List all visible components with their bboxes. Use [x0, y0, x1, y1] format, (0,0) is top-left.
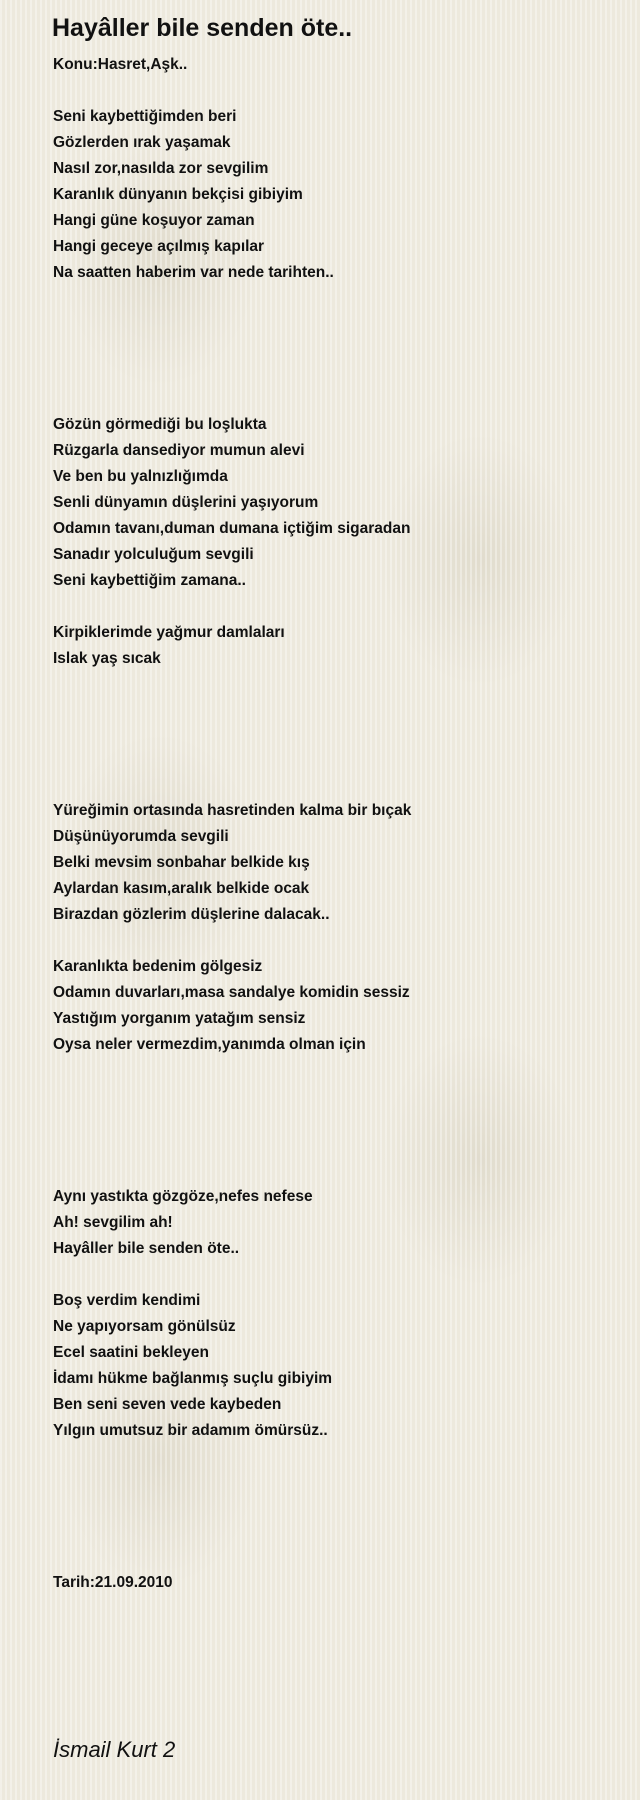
poem-line: Seni kaybettiğimden beri [53, 108, 237, 125]
poem-line: Sanadır yolculuğum sevgili [53, 546, 254, 563]
poem-line: Ve ben bu yalnızlığımda [53, 468, 228, 485]
poem-line: Yüreğimin ortasında hasretinden kalma bir bıçak [53, 802, 412, 819]
poem-line: Islak yaş sıcak [53, 650, 161, 667]
stanza-4 [53, 798, 613, 928]
poem-line: Karanlık dünyanın bekçisi gibiyim [53, 186, 303, 203]
poem-line: İdamı hükme bağlanmış suçlu gibiyim [53, 1370, 333, 1387]
poem-line: Karanlıkta bedenim gölgesiz [53, 958, 263, 975]
poem-line: Yılgın umutsuz bir adamım ömürsüz.. [53, 1422, 328, 1439]
poem-line: Na saatten haberim var nede tarihten.. [53, 264, 334, 281]
author-signature: İsmail Kurt 2 [53, 1737, 176, 1762]
poem-line: Ben seni seven vede kaybeden [53, 1396, 282, 1413]
poem-line: Hayâller bile senden öte.. [53, 1240, 240, 1257]
poem-line: Ecel saatini bekleyen [53, 1344, 209, 1361]
poem-line: Rüzgarla dansediyor mumun alevi [53, 442, 305, 459]
stanza-2 [53, 412, 613, 594]
poem-topic: Konu:Hasret,Aşk.. [53, 56, 188, 73]
poem-line: Birazdan gözlerim düşlerine dalacak.. [53, 906, 330, 923]
poem-date: Tarih:21.09.2010 [53, 1574, 173, 1591]
poem-line: Boş verdim kendimi [53, 1292, 201, 1309]
stanza-3 [53, 620, 613, 672]
poem-line: Odamın tavanı,duman dumana içtiğim sigaradan [53, 520, 411, 537]
poem-line: Hangi geceye açılmış kapılar [53, 238, 265, 255]
poem-line: Ah! sevgilim ah! [53, 1214, 173, 1231]
stanza-7 [53, 1288, 613, 1444]
poem-line: Seni kaybettiğim zamana.. [53, 572, 246, 589]
poem-line: Oysa neler vermezdim,yanımda olman için [53, 1036, 366, 1053]
poem-line: Gözün görmediği bu loşlukta [53, 416, 267, 433]
poem-line: Ne yapıyorsam gönülsüz [53, 1318, 236, 1335]
poem-line: Gözlerden ırak yaşamak [53, 134, 231, 151]
poem-line: Aylardan kasım,aralık belkide ocak [53, 880, 310, 897]
stanza-5 [53, 954, 613, 1058]
poem-line: Yastığım yorganım yatağım sensiz [53, 1010, 306, 1027]
poem-title: Hayâller bile senden öte.. [52, 14, 353, 42]
poem-line: Düşünüyorumda sevgili [53, 828, 229, 845]
poem-line: Belki mevsim sonbahar belkide kış [53, 854, 310, 871]
poem-line: Senli dünyamın düşlerini yaşıyorum [53, 494, 319, 511]
poem-line: Hangi güne koşuyor zaman [53, 212, 255, 229]
poem-line: Nasıl zor,nasılda zor sevgilim [53, 160, 269, 177]
poem-line: Kirpiklerimde yağmur damlaları [53, 624, 285, 641]
poem-line: Odamın duvarları,masa sandalye komidin sessiz [53, 984, 410, 1001]
stanza-1 [53, 104, 613, 286]
poem-body [53, 52, 613, 1596]
poem-line: Aynı yastıkta gözgöze,nefes nefese [53, 1188, 313, 1205]
stanza-6 [53, 1184, 613, 1262]
